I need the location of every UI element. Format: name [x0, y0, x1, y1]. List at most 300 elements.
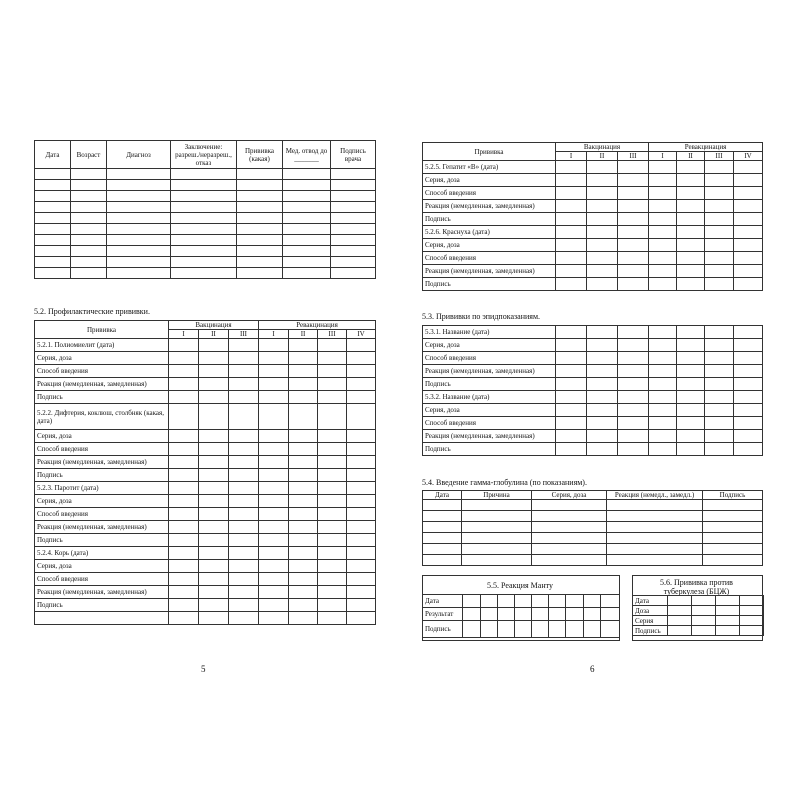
table-cell: [107, 213, 171, 224]
table-cell: [677, 226, 705, 239]
table-cell: [734, 265, 763, 278]
table-cell: [171, 169, 237, 180]
table-cell: [199, 469, 229, 482]
table-cell: [283, 268, 331, 279]
row-label: Реакция (немедленная, замедленная): [423, 200, 556, 213]
table-cell: [171, 191, 237, 202]
table-cell: [289, 586, 318, 599]
table-cell: [107, 268, 171, 279]
table-cell: [259, 599, 289, 612]
table-cell: [607, 500, 703, 511]
table-cell: [283, 224, 331, 235]
table-cell: [480, 595, 497, 608]
table-cell: [331, 246, 376, 257]
column-header-vaccine: Прививка: [423, 143, 556, 161]
table-row: [423, 352, 763, 365]
table-row: [35, 430, 376, 443]
table-row: [35, 547, 376, 560]
table-row: [423, 339, 763, 352]
table-cell: [532, 555, 607, 566]
table-cell: [556, 352, 587, 365]
table-cell: [716, 616, 740, 626]
page-number-right: 6: [590, 664, 595, 674]
table-cell: [237, 180, 283, 191]
table-cell: [677, 443, 705, 456]
table-cell: [607, 511, 703, 522]
table-cell: [583, 621, 600, 638]
table-cell: [169, 378, 199, 391]
table-cell: [259, 391, 289, 404]
table-cell: [705, 226, 734, 239]
table-row: [35, 612, 376, 625]
table-row: [35, 534, 376, 547]
table-cell: [107, 246, 171, 257]
table-row: [633, 606, 764, 616]
table-cell: [229, 469, 259, 482]
table-cell: [347, 560, 376, 573]
table-cell: [347, 391, 376, 404]
table-cell: [618, 352, 649, 365]
numeral-header: IV: [347, 330, 376, 339]
table-cell: [705, 404, 734, 417]
table-cell: [283, 246, 331, 257]
column-header: Серия, доза: [532, 491, 607, 500]
table-cell: [649, 213, 677, 226]
row-label: 5.2.3. Паротит (дата): [35, 482, 169, 495]
table-cell: [199, 547, 229, 560]
table-cell: [169, 365, 199, 378]
table-cell: [556, 378, 587, 391]
table-cell: [347, 339, 376, 352]
column-header: Дата: [35, 141, 71, 169]
table-cell: [649, 404, 677, 417]
table-row: [633, 616, 764, 626]
row-label: Подпись: [633, 626, 668, 636]
table-cell: [618, 404, 649, 417]
table-cell: [347, 404, 376, 430]
table-cell: [587, 239, 618, 252]
table-cell: [556, 365, 587, 378]
table-cell: [169, 547, 199, 560]
column-header: Причина: [462, 491, 532, 500]
preventive-vaccinations-continued-table: [422, 142, 763, 291]
table-cell: [677, 239, 705, 252]
table-cell: [35, 180, 71, 191]
table-cell: [705, 252, 734, 265]
table-cell: [649, 391, 677, 404]
table-cell: [587, 326, 618, 339]
bcg-title-text: 5.6. Прививка против туберкулеза (БЦЖ): [660, 578, 733, 596]
table-cell: [649, 252, 677, 265]
table-cell: [259, 586, 289, 599]
table-cell: [566, 608, 583, 621]
table-cell: [423, 555, 462, 566]
table-cell: [677, 391, 705, 404]
table-cell: [318, 495, 347, 508]
table-cell: [587, 265, 618, 278]
row-label: Способ введения: [423, 352, 556, 365]
table-cell: [71, 268, 107, 279]
table-cell: [169, 534, 199, 547]
table-cell: [677, 430, 705, 443]
table-cell: [677, 339, 705, 352]
table-cell: [677, 174, 705, 187]
row-label: Способ введения: [35, 443, 169, 456]
table-cell: [71, 235, 107, 246]
table-cell: [169, 521, 199, 534]
row-label: Способ введения: [35, 365, 169, 378]
table-cell: [171, 213, 237, 224]
table-cell: [556, 339, 587, 352]
row-label: Способ введения: [35, 508, 169, 521]
table-cell: [587, 339, 618, 352]
table-cell: [514, 621, 531, 638]
table-cell: [71, 202, 107, 213]
table-cell: [649, 226, 677, 239]
table-cell: [71, 213, 107, 224]
table-cell: [740, 606, 764, 616]
group-header-revaccination: Ревакцинация: [259, 321, 376, 330]
row-label: Реакция (немедленная, замедленная): [423, 365, 556, 378]
table-cell: [618, 391, 649, 404]
table-cell: [283, 213, 331, 224]
table-cell: [618, 430, 649, 443]
table-cell: [331, 268, 376, 279]
row-label: Подпись: [35, 391, 169, 404]
table-cell: [556, 239, 587, 252]
table-cell: [318, 573, 347, 586]
table-cell: [107, 224, 171, 235]
table-cell: [169, 469, 199, 482]
table-cell: [703, 533, 763, 544]
table-cell: [649, 339, 677, 352]
table-cell: [35, 169, 71, 180]
row-label: Подпись: [423, 443, 556, 456]
table-cell: [705, 326, 734, 339]
table-cell: [259, 508, 289, 521]
table-cell: [607, 555, 703, 566]
table-cell: [463, 595, 480, 608]
table-cell: [618, 278, 649, 291]
table-cell: [618, 200, 649, 213]
table-cell: [677, 200, 705, 213]
table-cell: [289, 404, 318, 430]
table-cell: [199, 391, 229, 404]
table-cell: [199, 352, 229, 365]
numeral-header: II: [677, 152, 705, 161]
table-cell: [607, 522, 703, 533]
table-cell: [734, 174, 763, 187]
row-label: Реакция (немедленная, замедленная): [423, 265, 556, 278]
table-row: [423, 608, 620, 621]
row-label: Серия, доза: [423, 339, 556, 352]
table-cell: [600, 595, 619, 608]
table-cell: [734, 161, 763, 174]
table-cell: [318, 521, 347, 534]
table-cell: [171, 268, 237, 279]
table-cell: [705, 174, 734, 187]
table-cell: [549, 595, 566, 608]
table-cell: [705, 265, 734, 278]
table-cell: [347, 599, 376, 612]
table-cell: [289, 443, 318, 456]
table-cell: [229, 352, 259, 365]
table-cell: [705, 391, 734, 404]
table-cell: [259, 404, 289, 430]
table-cell: [677, 187, 705, 200]
table-cell: [259, 443, 289, 456]
row-label: 5.2.5. Гепатит «В» (дата): [423, 161, 556, 174]
table-row: [35, 586, 376, 599]
table-cell: [318, 456, 347, 469]
row-label: Дата: [423, 595, 463, 608]
column-header: Заключение: разреш./неразреш., отказ: [171, 141, 237, 169]
table-cell: [318, 508, 347, 521]
table-cell: [423, 511, 462, 522]
bcg-table: [632, 595, 764, 636]
table-cell: [556, 174, 587, 187]
table-row: [423, 252, 763, 265]
table-cell: [283, 180, 331, 191]
table-cell: [229, 378, 259, 391]
table-cell: [347, 521, 376, 534]
epid-section-title: 5.3. Прививки по эпидпоказаниям.: [422, 312, 541, 321]
table-cell: [169, 495, 199, 508]
table-cell: [556, 200, 587, 213]
table-cell: [556, 326, 587, 339]
table-row: [35, 508, 376, 521]
row-label: Подпись: [423, 213, 556, 226]
table-cell: [169, 560, 199, 573]
column-header: Диагноз: [107, 141, 171, 169]
table-cell: [199, 599, 229, 612]
table-row: [423, 326, 763, 339]
table-row: [423, 544, 763, 555]
table-cell: [649, 417, 677, 430]
table-cell: [259, 547, 289, 560]
row-label: Дата: [633, 596, 668, 606]
table-cell: [259, 521, 289, 534]
row-label: Подпись: [35, 469, 169, 482]
table-row: [35, 378, 376, 391]
table-cell: [549, 621, 566, 638]
table-cell: [705, 278, 734, 291]
table-cell: [259, 352, 289, 365]
table-cell: [480, 621, 497, 638]
table-cell: [649, 174, 677, 187]
table-row: [633, 596, 764, 606]
table-row: [423, 500, 763, 511]
table-cell: [318, 352, 347, 365]
table-cell: [169, 352, 199, 365]
table-cell: [600, 621, 619, 638]
table-cell: [463, 621, 480, 638]
table-cell: [587, 278, 618, 291]
table-cell: [587, 187, 618, 200]
table-cell: [532, 608, 549, 621]
table-cell: [649, 265, 677, 278]
table-cell: [35, 257, 71, 268]
table-cell: [677, 404, 705, 417]
table-cell: [229, 573, 259, 586]
table-cell: [716, 626, 740, 636]
table-cell: [347, 495, 376, 508]
table-cell: [583, 595, 600, 608]
table-cell: [734, 326, 763, 339]
table-cell: [740, 596, 764, 606]
table-cell: [347, 378, 376, 391]
table-row: [35, 495, 376, 508]
row-label: Серия: [633, 616, 668, 626]
preventive-vaccinations-table: [34, 320, 376, 625]
table-cell: [259, 365, 289, 378]
table-cell: [318, 365, 347, 378]
table-cell: [199, 456, 229, 469]
table-cell: [71, 257, 107, 268]
table-cell: [259, 560, 289, 573]
table-cell: [556, 391, 587, 404]
table-cell: [556, 161, 587, 174]
table-cell: [199, 365, 229, 378]
table-cell: [199, 521, 229, 534]
table-cell: [556, 226, 587, 239]
table-cell: [463, 608, 480, 621]
numeral-header: IV: [734, 152, 763, 161]
table-cell: [497, 595, 514, 608]
table-cell: [587, 391, 618, 404]
table-cell: [289, 339, 318, 352]
table-cell: [347, 573, 376, 586]
table-cell: [532, 533, 607, 544]
table-cell: [229, 508, 259, 521]
table-cell: [169, 339, 199, 352]
table-cell: [289, 456, 318, 469]
row-label: 5.2.6. Краснуха (дата): [423, 226, 556, 239]
table-cell: [171, 246, 237, 257]
table-cell: [734, 417, 763, 430]
table-row: [35, 352, 376, 365]
table-cell: [283, 235, 331, 246]
table-cell: [618, 443, 649, 456]
table-cell: [169, 456, 199, 469]
table-cell: [649, 378, 677, 391]
table-cell: [237, 202, 283, 213]
table-cell: [35, 246, 71, 257]
table-row: [35, 365, 376, 378]
table-cell: [169, 482, 199, 495]
table-cell: [734, 200, 763, 213]
numeral-header: III: [705, 152, 734, 161]
table-cell: [668, 596, 692, 606]
table-row: [423, 187, 763, 200]
table-row: [35, 246, 376, 257]
row-label: 5.2.1. Полиомиелит (дата): [35, 339, 169, 352]
table-cell: [347, 352, 376, 365]
row-label: Подпись: [423, 621, 463, 638]
table-row: [35, 180, 376, 191]
table-cell: [347, 612, 376, 625]
table-row: [35, 573, 376, 586]
table-cell: [514, 608, 531, 621]
table-cell: [532, 500, 607, 511]
table-cell: [734, 391, 763, 404]
table-cell: [677, 365, 705, 378]
table-cell: [649, 278, 677, 291]
table-cell: [462, 511, 532, 522]
row-label: 5.3.2. Название (дата): [423, 391, 556, 404]
table-row: [423, 621, 620, 638]
table-cell: [199, 339, 229, 352]
table-cell: [107, 202, 171, 213]
table-cell: [532, 522, 607, 533]
table-cell: [556, 213, 587, 226]
table-cell: [331, 213, 376, 224]
table-cell: [347, 508, 376, 521]
table-cell: [566, 595, 583, 608]
table-cell: [587, 174, 618, 187]
table-cell: [692, 606, 716, 616]
table-cell: [199, 560, 229, 573]
table-cell: [237, 213, 283, 224]
table-cell: [587, 352, 618, 365]
table-cell: [618, 339, 649, 352]
row-label: 5.2.2. Дифтерия, коклюш, столбняк (какая, дата): [35, 404, 169, 430]
table-cell: [734, 378, 763, 391]
table-cell: [677, 213, 705, 226]
table-cell: [587, 417, 618, 430]
vaccinations-section-title: 5.2. Профилактические прививки.: [34, 307, 150, 316]
table-cell: [289, 430, 318, 443]
numeral-header: I: [169, 330, 199, 339]
row-label: Серия, доза: [35, 560, 169, 573]
table-cell: [532, 621, 549, 638]
table-cell: [35, 213, 71, 224]
table-cell: [734, 187, 763, 200]
table-cell: [705, 187, 734, 200]
table-row: [423, 555, 763, 566]
table-cell: [740, 626, 764, 636]
gamma-section-title: 5.4. Введение гамма-глобулина (по показаниям).: [422, 478, 587, 487]
table-cell: [734, 443, 763, 456]
table-cell: [318, 378, 347, 391]
table-row: [423, 511, 763, 522]
row-label: Способ введения: [423, 187, 556, 200]
table-cell: [587, 443, 618, 456]
table-cell: [289, 599, 318, 612]
group-header-revaccination: Ревакцинация: [649, 143, 763, 152]
table-cell: [169, 443, 199, 456]
row-label: Реакция (немедленная, замедленная): [35, 378, 169, 391]
table-cell: [716, 596, 740, 606]
table-cell: [649, 187, 677, 200]
table-cell: [229, 599, 259, 612]
table-cell: [532, 595, 549, 608]
table-cell: [556, 187, 587, 200]
table-cell: [583, 608, 600, 621]
row-label: Способ введения: [423, 417, 556, 430]
table-cell: [692, 596, 716, 606]
table-cell: [677, 161, 705, 174]
table-cell: [35, 191, 71, 202]
table-cell: [199, 430, 229, 443]
table-cell: [229, 547, 259, 560]
table-cell: [289, 482, 318, 495]
table-cell: [259, 534, 289, 547]
table-cell: [618, 187, 649, 200]
table-cell: [480, 608, 497, 621]
table-cell: [237, 268, 283, 279]
table-cell: [716, 606, 740, 616]
